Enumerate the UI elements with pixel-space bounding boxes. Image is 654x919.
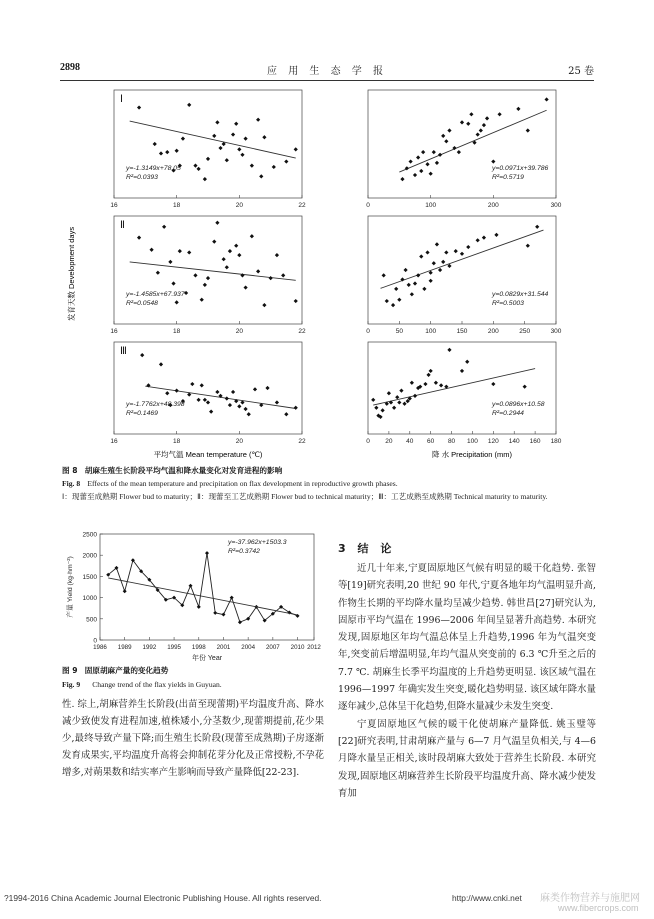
data-point bbox=[429, 279, 433, 283]
regression-equation: y=-37.962x+1503.3 bbox=[228, 539, 287, 546]
fig8-caption-cn: 胡麻生殖生长阶段平均气温和降水量变化对发育进程的影响 bbox=[84, 466, 283, 475]
x-tick-label: 16 bbox=[110, 438, 118, 445]
data-point bbox=[523, 385, 527, 389]
y-tick-label: 1000 bbox=[82, 595, 97, 603]
data-point bbox=[432, 261, 436, 265]
data-point bbox=[237, 404, 241, 408]
data-point bbox=[421, 150, 425, 154]
cnki-link[interactable]: http://www.cnki.net bbox=[452, 893, 522, 903]
data-point bbox=[402, 402, 406, 406]
panel-label: Ⅲ bbox=[120, 346, 127, 357]
data-point bbox=[165, 150, 169, 154]
data-point bbox=[392, 406, 396, 410]
regression-equation: y=-1.4585x+67.937 bbox=[126, 291, 185, 298]
x-tick-label: 150 bbox=[456, 328, 468, 335]
data-point bbox=[400, 177, 404, 181]
fig8-precip-xlabel: 降 水 Precipitation (mm) bbox=[431, 450, 513, 459]
data-point bbox=[265, 386, 269, 390]
data-point bbox=[526, 244, 530, 248]
data-point bbox=[435, 242, 439, 246]
data-point bbox=[209, 410, 213, 414]
x-tick-label: 120 bbox=[487, 438, 499, 445]
fig8-temp-xlabel: 平均气温 Mean temperature (℃) bbox=[153, 450, 263, 459]
data-point bbox=[441, 260, 445, 264]
fig9-caption-cn: 固原胡麻产量的变化趋势 bbox=[84, 666, 169, 675]
x-tick-label: 160 bbox=[529, 438, 541, 445]
data-point bbox=[259, 174, 263, 178]
data-point bbox=[284, 159, 288, 163]
data-point bbox=[409, 159, 413, 163]
watermark-cn: 麻类作物营养与施肥网 bbox=[540, 893, 640, 904]
data-point bbox=[181, 137, 185, 141]
figure-8 bbox=[62, 88, 572, 463]
right-column-text bbox=[338, 560, 596, 802]
data-point bbox=[387, 391, 391, 395]
data-point bbox=[212, 134, 216, 138]
data-point bbox=[410, 381, 414, 385]
data-point bbox=[156, 271, 160, 275]
data-point bbox=[447, 128, 451, 132]
x-tick-label: 50 bbox=[395, 328, 403, 335]
data-point bbox=[159, 151, 163, 155]
data-point bbox=[162, 225, 166, 229]
data-point bbox=[425, 250, 429, 254]
data-point bbox=[225, 265, 229, 269]
trend-line bbox=[381, 230, 544, 288]
data-point bbox=[250, 164, 254, 168]
data-point bbox=[175, 149, 179, 153]
x-tick-label: 1989 bbox=[117, 644, 132, 651]
x-tick-label: 1986 bbox=[93, 644, 107, 651]
data-point bbox=[460, 369, 464, 373]
data-point bbox=[240, 153, 244, 157]
regression-equation: y=0.0829x+31.544 bbox=[492, 291, 549, 298]
data-point bbox=[203, 398, 207, 402]
data-point bbox=[238, 620, 242, 624]
data-point bbox=[457, 150, 461, 154]
scatter-panel-8-II-precip bbox=[366, 216, 562, 335]
data-point bbox=[189, 584, 193, 588]
data-point bbox=[221, 613, 225, 617]
data-point bbox=[434, 381, 438, 385]
data-point bbox=[237, 253, 241, 257]
x-tick-label: 2007 bbox=[265, 644, 280, 651]
scatter-panel-8-I-precip bbox=[366, 90, 562, 209]
x-tick-label: 200 bbox=[487, 202, 499, 209]
data-point bbox=[545, 97, 549, 101]
y-tick-label: 0 bbox=[93, 637, 97, 645]
x-tick-label: 300 bbox=[550, 328, 562, 335]
data-point bbox=[200, 298, 204, 302]
data-point bbox=[516, 107, 520, 111]
data-point bbox=[479, 128, 483, 132]
data-point bbox=[397, 400, 401, 404]
data-point bbox=[215, 390, 219, 394]
data-point bbox=[231, 390, 235, 394]
fig9-y-axis-label: 产量 Yield (kg·hm⁻²) bbox=[67, 556, 74, 618]
r-squared: R²=0.0393 bbox=[126, 174, 158, 181]
panel-frame bbox=[368, 342, 556, 434]
data-point bbox=[476, 132, 480, 136]
x-tick-label: 2001 bbox=[216, 644, 231, 651]
data-point bbox=[253, 387, 257, 391]
data-point bbox=[137, 105, 141, 109]
x-tick-label: 20 bbox=[235, 328, 243, 335]
data-point bbox=[256, 269, 260, 273]
x-tick-label: 0 bbox=[366, 328, 370, 335]
x-tick-label: 140 bbox=[508, 438, 520, 445]
r-squared: R²=0.5719 bbox=[492, 174, 524, 181]
x-tick-label: 1995 bbox=[167, 644, 181, 651]
data-point bbox=[494, 233, 498, 237]
x-tick-label: 300 bbox=[550, 202, 562, 209]
data-point bbox=[381, 408, 385, 412]
x-tick-label: 0 bbox=[366, 438, 370, 445]
data-point bbox=[444, 139, 448, 143]
fig8-caption-en-num: Fig. 8 bbox=[62, 479, 81, 488]
data-point bbox=[234, 244, 238, 248]
x-tick-label: 22 bbox=[298, 438, 306, 445]
x-tick-label: 100 bbox=[425, 328, 437, 335]
data-point bbox=[234, 122, 238, 126]
data-point bbox=[404, 268, 408, 272]
fig9-caption-en: Change trend of the flax yields in Guyuan. bbox=[92, 680, 222, 689]
header-rule bbox=[60, 80, 594, 81]
data-point bbox=[197, 605, 201, 609]
y-tick-label: 2500 bbox=[82, 531, 97, 539]
data-point bbox=[425, 162, 429, 166]
data-point bbox=[444, 250, 448, 254]
data-point bbox=[432, 150, 436, 154]
data-point bbox=[382, 273, 386, 277]
data-point bbox=[465, 360, 469, 364]
data-point bbox=[200, 383, 204, 387]
data-point bbox=[395, 395, 399, 399]
data-point bbox=[526, 128, 530, 132]
figure-9-caption bbox=[62, 664, 332, 692]
data-point bbox=[159, 362, 163, 366]
data-point bbox=[438, 153, 442, 157]
data-point bbox=[435, 161, 439, 165]
data-point bbox=[422, 287, 426, 291]
fig8-y-axis-label: 发育天数 Development days bbox=[67, 226, 76, 322]
x-tick-label: 16 bbox=[110, 202, 118, 209]
data-point bbox=[460, 252, 464, 256]
fig9-caption-en-num: Fig. 9 bbox=[62, 680, 81, 689]
data-point bbox=[203, 177, 207, 181]
x-tick-label: 200 bbox=[487, 328, 499, 335]
running-header bbox=[60, 62, 594, 78]
data-point bbox=[419, 254, 423, 258]
regression-equation: y=0.0971x+39.786 bbox=[492, 165, 549, 172]
r-squared: R²=0.0548 bbox=[126, 300, 158, 307]
conclusion-paragraph-1: 近几十年来,宁夏固原地区气候有明显的暖干化趋势. 张智等[19]研究表明,20 世纪 90 年代,宁夏各地年均气温明显升高,作物生长期的平均降水量均呈减少趋势. 韩世昌[27]研究认为,固原市平均气温在 1996—2006 年间呈显著升高趋势. 本研究发现,固原地区年均气温总体呈上升趋势,1996 年为气温突变年,突变前后增温明显,年均气温从突变前的 6.3 ℃升至之后的 7.7 ℃. 胡麻生长季平均温度的上升趋势更明显. 该区域气温在 1996—1997 年确实发生突变,暖化趋势明显. 该区域年降水量逐年减少,总体呈干化趋势,但降水量减少未发生突变. bbox=[338, 563, 596, 713]
left-paragraph: 性. 综上,胡麻营养生长阶段(出苗至现蕾期)平均温度升高、降水减少致使发育进程加速,植株矮小,分茎数少,现蕾期提前,花少果少,最终导致产量下降;而生殖生长阶段(现蕾至成熟期)子房逐渐发育成果实,平均温度升高将会抑制花芽分化及正常授粉,不孕花增多,对蒴果数和结实率产生影响而导致产量降低[22-23]. bbox=[62, 699, 324, 778]
panel-label: Ⅰ bbox=[120, 94, 123, 105]
data-point bbox=[215, 221, 219, 225]
data-point bbox=[244, 407, 248, 411]
data-point bbox=[454, 249, 458, 253]
fig8-stage-legend: Ⅰ：现蕾至成熟期 Flower bud to maturity；Ⅱ：现蕾至工艺成熟期 Flower bud to technical maturity；Ⅲ：工艺成熟至成熟期 Technical maturity to maturity. bbox=[62, 492, 548, 501]
x-tick-label: 22 bbox=[298, 328, 306, 335]
r-squared: R²=0.1469 bbox=[126, 410, 158, 417]
trend-line bbox=[108, 578, 297, 615]
data-point bbox=[228, 403, 232, 407]
data-point bbox=[250, 234, 254, 238]
x-tick-label: 60 bbox=[427, 438, 435, 445]
panel-frame bbox=[368, 216, 556, 324]
r-squared: R²=0.2944 bbox=[492, 410, 524, 417]
copyright-notice: ?1994-2016 China Academic Journal Electronic Publishing House. All rights reserved. bbox=[4, 893, 322, 903]
trend-line bbox=[373, 369, 535, 406]
volume-label: 25 卷 bbox=[568, 66, 594, 77]
left-column-text bbox=[62, 696, 324, 781]
data-point bbox=[256, 118, 260, 122]
x-tick-label: 40 bbox=[406, 438, 414, 445]
data-point bbox=[281, 273, 285, 277]
x-tick-label: 2010 bbox=[290, 644, 305, 651]
x-tick-label: 2012 bbox=[307, 644, 321, 651]
conclusion-paragraph-2: 宁夏固原地区气候的暖干化使胡麻产量降低. 姚玉璧等[22]研究表明,甘肃胡麻产量与 6—7 月气温呈负相关,与 4—6 月降水量呈正相关,该时段胡麻大致处于营养生长阶段. 本研究发现,固原地区胡麻营养生长阶段平均温度升高、降水减少使发育加 bbox=[338, 718, 596, 799]
data-point bbox=[447, 348, 451, 352]
data-point bbox=[284, 412, 288, 416]
data-point bbox=[213, 611, 217, 615]
data-point bbox=[385, 299, 389, 303]
data-point bbox=[247, 412, 251, 416]
data-point bbox=[275, 400, 279, 404]
data-point bbox=[482, 236, 486, 240]
x-tick-label: 0 bbox=[366, 202, 370, 209]
data-point bbox=[212, 240, 216, 244]
data-point bbox=[441, 134, 445, 138]
watermark-en: www.fibercrops.com bbox=[558, 903, 639, 913]
data-point bbox=[206, 157, 210, 161]
regression-equation: y=-1.7762x+48.398 bbox=[126, 401, 185, 408]
data-point bbox=[123, 589, 127, 593]
data-point bbox=[187, 103, 191, 107]
journal-title: 应 用 生 态 学 报 bbox=[267, 66, 387, 77]
data-point bbox=[193, 273, 197, 277]
data-point bbox=[175, 300, 179, 304]
data-point bbox=[491, 159, 495, 163]
data-point bbox=[294, 147, 298, 151]
x-tick-label: 100 bbox=[425, 202, 437, 209]
data-point bbox=[272, 165, 276, 169]
data-point bbox=[294, 406, 298, 410]
data-point bbox=[205, 551, 209, 555]
data-point bbox=[416, 155, 420, 159]
data-point bbox=[482, 123, 486, 127]
x-tick-label: 1998 bbox=[191, 644, 206, 651]
data-point bbox=[413, 394, 417, 398]
x-tick-label: 22 bbox=[298, 202, 306, 209]
data-point bbox=[137, 236, 141, 240]
data-point bbox=[215, 120, 219, 124]
scatter-panel-8-III-temp bbox=[110, 342, 306, 445]
x-tick-label: 20 bbox=[235, 438, 243, 445]
data-point bbox=[466, 245, 470, 249]
data-point bbox=[225, 396, 229, 400]
data-point bbox=[407, 283, 411, 287]
figure-8-caption bbox=[62, 464, 594, 503]
data-point bbox=[374, 406, 378, 410]
data-point bbox=[438, 268, 442, 272]
data-point bbox=[237, 147, 241, 151]
fig9-frame bbox=[100, 534, 314, 640]
data-point bbox=[175, 389, 179, 393]
fig9-x-axis-label: 年份 Year bbox=[191, 655, 223, 662]
data-point bbox=[218, 146, 222, 150]
data-point bbox=[244, 137, 248, 141]
x-tick-label: 18 bbox=[173, 438, 181, 445]
trend-line bbox=[130, 121, 296, 158]
data-point bbox=[426, 373, 430, 377]
data-point bbox=[150, 248, 154, 252]
fig8-caption-cn-num: 图 8 bbox=[62, 466, 78, 475]
data-point bbox=[397, 298, 401, 302]
data-point bbox=[413, 281, 417, 285]
data-point bbox=[140, 353, 144, 357]
data-point bbox=[535, 225, 539, 229]
data-point bbox=[197, 167, 201, 171]
x-tick-label: 16 bbox=[110, 328, 118, 335]
yield-series-line bbox=[108, 553, 297, 622]
x-tick-label: 18 bbox=[173, 202, 181, 209]
x-tick-label: 250 bbox=[519, 328, 531, 335]
scatter-panel-8-II-temp bbox=[110, 216, 306, 335]
x-tick-label: 18 bbox=[173, 328, 181, 335]
panel-label: Ⅱ bbox=[120, 220, 125, 231]
data-point bbox=[203, 283, 207, 287]
data-point bbox=[491, 382, 495, 386]
data-point bbox=[391, 303, 395, 307]
data-point bbox=[399, 389, 403, 393]
data-point bbox=[206, 400, 210, 404]
fig9-caption-cn-num: 图 9 bbox=[62, 666, 78, 675]
x-tick-label: 20 bbox=[385, 438, 393, 445]
data-point bbox=[460, 120, 464, 124]
data-point bbox=[190, 382, 194, 386]
data-point bbox=[410, 292, 414, 296]
data-point bbox=[269, 276, 273, 280]
data-point bbox=[423, 382, 427, 386]
x-tick-label: 100 bbox=[467, 438, 478, 445]
data-point bbox=[262, 135, 266, 139]
data-point bbox=[394, 287, 398, 291]
data-point bbox=[439, 383, 443, 387]
x-tick-label: 2004 bbox=[241, 644, 256, 651]
y-tick-label: 500 bbox=[86, 616, 97, 624]
data-point bbox=[371, 398, 375, 402]
data-point bbox=[228, 249, 232, 253]
data-point bbox=[294, 299, 298, 303]
data-point bbox=[230, 596, 234, 600]
x-tick-label: 80 bbox=[447, 438, 456, 445]
data-point bbox=[153, 142, 157, 146]
data-point bbox=[193, 164, 197, 168]
data-point bbox=[184, 291, 188, 295]
data-point bbox=[222, 257, 226, 261]
data-point bbox=[231, 132, 235, 136]
data-point bbox=[485, 116, 489, 120]
data-point bbox=[469, 112, 473, 116]
scatter-panel-8-III-precip bbox=[366, 342, 562, 445]
trend-line bbox=[399, 110, 546, 172]
r-squared: R²=0.5003 bbox=[492, 300, 524, 307]
data-point bbox=[244, 285, 248, 289]
regression-equation: y=0.0896x+10.58 bbox=[492, 401, 545, 408]
regression-equation: y=-1.3149x+78.05 bbox=[126, 165, 181, 172]
data-point bbox=[187, 250, 191, 254]
data-point bbox=[419, 169, 423, 173]
fig8-caption-en: Effects of the mean temperature and precipitation on flax development in reproductive growth phases. bbox=[87, 479, 398, 488]
data-point bbox=[197, 398, 201, 402]
scatter-panel-8-I-temp bbox=[110, 90, 306, 209]
panel-frame bbox=[114, 216, 302, 324]
panel-frame bbox=[114, 90, 302, 198]
panel-frame bbox=[368, 90, 556, 198]
data-point bbox=[498, 112, 502, 116]
data-point bbox=[225, 158, 229, 162]
data-point bbox=[165, 391, 169, 395]
data-point bbox=[171, 281, 175, 285]
data-point bbox=[178, 249, 182, 253]
data-point bbox=[275, 253, 279, 257]
x-tick-label: 180 bbox=[550, 438, 562, 445]
figure-9 bbox=[62, 528, 324, 666]
section-title: 3 结 论 bbox=[338, 542, 392, 555]
y-tick-label: 1500 bbox=[82, 573, 97, 581]
x-tick-label: 1992 bbox=[142, 644, 157, 651]
x-tick-label: 20 bbox=[235, 202, 243, 209]
data-point bbox=[168, 260, 172, 264]
data-point bbox=[413, 173, 417, 177]
r-squared: R²=0.3742 bbox=[228, 548, 260, 555]
data-point bbox=[206, 276, 210, 280]
data-point bbox=[429, 369, 433, 373]
data-point bbox=[262, 303, 266, 307]
data-point bbox=[429, 172, 433, 176]
y-tick-label: 2000 bbox=[82, 552, 97, 560]
data-point bbox=[466, 122, 470, 126]
page-number: 2898 bbox=[60, 62, 80, 73]
data-point bbox=[476, 238, 480, 242]
